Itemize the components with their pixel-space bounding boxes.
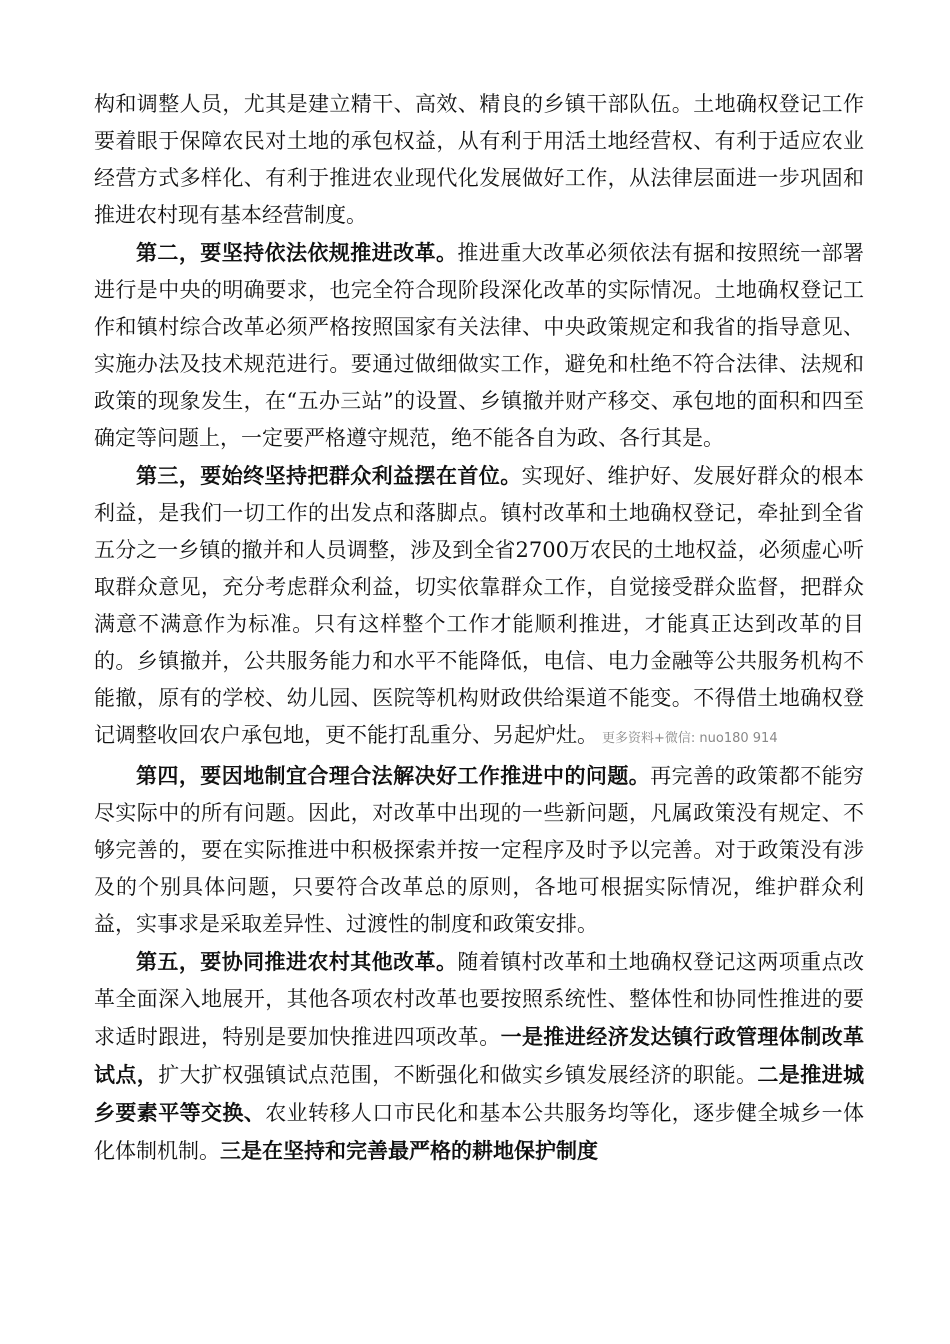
reform-item-2: 二是推进城乡要素平等交换、 (94, 1062, 865, 1125)
paragraph-continued (94, 86, 864, 234)
point-heading: 第二，要坚持依法依规推进改革。 (136, 240, 458, 265)
document-page (94, 86, 864, 1170)
paragraph-text: 推进重大改革必须依法有据和按照统一部署进行是中央的明确要求，也完全符合现阶段深化改革的实际情况。土地确权登记工作和镇村综合改革必须严格按照国家有关法律、中央政策规定和我省的指导意见、实施办法及技术规范进行。要通过做细做实工作，避免和杜绝不符合法律、法规和政策的现象发生，在“五办三站”的设置、乡镇撤并财产移交、承包地的面积和四至确定等问题上，一定要严格遵守规范，绝不能各自为政、各行其是。 (94, 241, 865, 450)
paragraph-point-3 (94, 457, 864, 757)
contact-note: 更多资料+微信: nuo180 914 (602, 731, 778, 746)
reform-item-1: 一是推进经济发达镇行政管理体制改革试点， (94, 1024, 865, 1087)
paragraph-text: 构和调整人员，尤其是建立精干、高效、精良的乡镇干部队伍。土地确权登记工作要着眼于保障农民对土地的承包权益，从有利于用活土地经营权、有利于适应农业经营方式多样化、有利于推进农业现代化发展做好工作，从法律层面进一步巩固和推进农村现有基本经营制度。 (94, 92, 864, 227)
reform-item-3: 三是在坚持和完善最严格的耕地保护制度 (220, 1138, 598, 1163)
point-heading: 第五，要协同推进农村其他改革。 (136, 949, 458, 974)
paragraph-text: 再完善的政策都不能穷尽实际中的所有问题。因此，对改革中出现的一些新问题，凡属政策没有规定、不够完善的，要在实际推进中积极探索并按一定程序及时予以完善。对于政策没有涉及的个别具体问题，只要符合改革总的原则，各地可根据实际情况，维护群众利益，实事求是采取差异性、过渡性的制度和政策安排。 (94, 764, 865, 936)
paragraph-text: 实现好、维护好、发展好群众的根本利益，是我们一切工作的出发点和落脚点。镇村改革和土地确权登记，牵扯到全省五分之一乡镇的撤并和人员调整，涉及到全省2700万农民的土地权益，必须虚心听取群众意见，充分考虑群众利益，切实依靠群众工作，自觉接受群众监督，把群众满意不满意作为标准。只有这样整个工作才能顺利推进，才能真正达到改革的目的。乡镇撤并，公共服务能力和水平不能降低，电信、电力金融等公共服务机构不能撤，原有的学校、幼儿园、医院等机构财政供给渠道不能变。不得借土地确权登记调整收回农户承包地，更不能打乱重分、另起炉灶。 (94, 464, 865, 747)
paragraph-text: 农业转移人口市民化和基本公共服务均等化，逐步健全城乡一体化体制机制。 (94, 1101, 865, 1163)
paragraph-point-5 (94, 943, 864, 1170)
paragraph-point-4 (94, 757, 864, 943)
point-heading: 第三，要始终坚持把群众利益摆在首位。 (136, 463, 522, 488)
paragraph-text: 随着镇村改革和土地确权登记这两项重点改革全面深入地展开，其他各项农村改革也要按照系统性、整体性和协同性推进的要求适时跟进，特别是要加快推进四项改革。 (94, 950, 865, 1049)
point-heading: 第四，要因地制宜合理合法解决好工作推进中的问题。 (136, 763, 651, 788)
paragraph-text: 扩大扩权强镇试点范围，不断强化和做实乡镇发展经济的职能。 (158, 1063, 758, 1087)
paragraph-point-2 (94, 234, 864, 457)
